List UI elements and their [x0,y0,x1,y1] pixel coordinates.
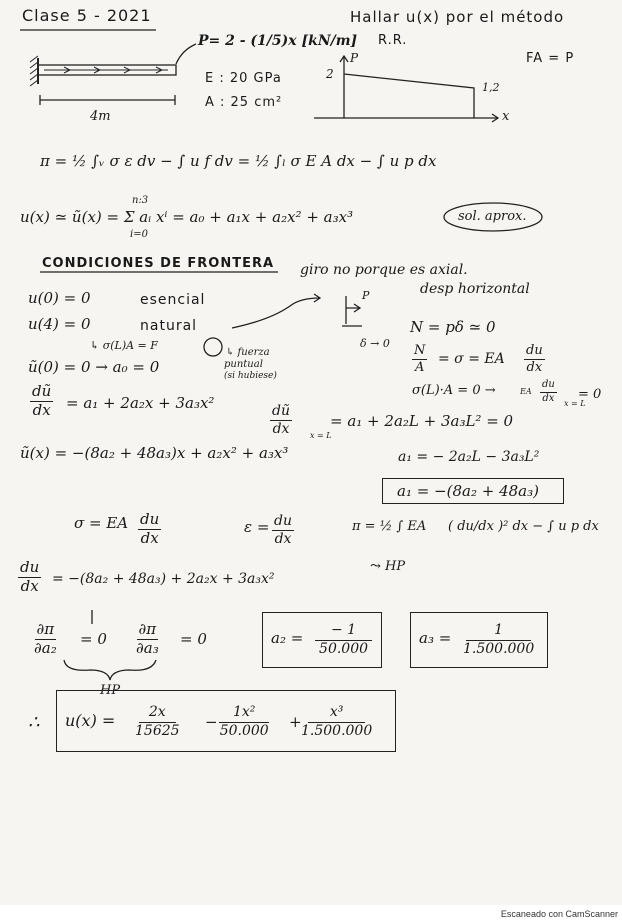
sigma-relation: σ = EA [74,514,129,532]
a2-box [262,612,382,668]
ut-x-equation: ũ(x) = −(8a₂ + 48a₃)x + a₂x² + a₃x³ [20,444,289,462]
graph-end-value: 1,2 [482,81,500,94]
dpi-da3: ∂π ∂a₃ [136,620,159,657]
eq-zero-a3: = 0 [180,630,207,648]
length-label: 4m [90,109,111,124]
sigma-l-condition: σ(L)·A = 0 → [412,383,496,398]
equals-zero-1: = 0 [578,387,602,402]
sum-upper-limit: n:3 [132,195,149,206]
pi-second-form-rest: ( du/dx )² dx − ∫ u p dx [448,519,599,534]
a3-value: 1 1.500.000 [463,622,535,657]
result-box [56,690,396,752]
distributed-load-arrows [44,67,168,73]
du-dx-expanded: = −(8a₂ + 48a₃) + 2a₂x + 3a₃x² [52,571,275,587]
support-sketch [346,296,360,324]
fa-note: FA = P [526,51,575,66]
sketch-load-label: P [362,289,370,302]
ea-small: EA [520,387,532,396]
fuerza-note-3: (si hubiese) [224,371,277,381]
sum-lower-limit: i=0 [130,229,148,240]
du-dx-fraction-4: du dx [20,558,40,595]
dut-dx-fraction: dũ dx [32,382,52,419]
result-op-2: + [289,713,302,731]
natural-arrow [232,298,320,328]
load-expression: P= 2 - (1/5)x [kN/m] [198,33,358,49]
rotation-note: giro no porque es axial. [300,262,468,278]
therefore-symbol: ∴ [28,712,40,733]
modulus-label: E : 20 GPa [205,71,282,86]
a1-expression: a₁ = − 2a₂L − 3a₃L² [398,449,540,465]
load-leader-line [176,44,196,64]
scanner-watermark: Escaneado con CamScanner [500,909,618,919]
bc-u4-type: natural [140,318,198,334]
a2-lhs: a₂ = [271,629,304,647]
force-circle [204,338,222,356]
boundary-heading: CONDICIONES DE FRONTERA [42,256,275,271]
problem-statement: Hallar u(x) por el método [350,8,565,26]
a2-value: − 1 50.000 [315,623,372,656]
n-over-a: N A [414,343,426,375]
pi-second-form: π = ½ ∫ EA [352,519,427,534]
result-term-2: 1x² 50.000 [219,704,269,739]
fuerza-note-2: puntual [224,359,263,370]
pi-equation: π = ½ ∫ᵥ σ ε dv − ∫ u f dv = ½ ∫ₗ σ E A dx − ∫ u p dx [40,152,437,170]
eval-at-L-2: x = L [310,431,332,440]
displacement-note: desp horizontal [420,281,530,297]
du-dx-fraction-2: du dx [140,510,160,547]
bc-ut0: ũ(0) = 0 → a₀ = 0 [28,358,160,376]
sol-aprox-label: sol. aprox. [458,209,527,224]
result-lhs: u(x) = [65,711,116,730]
wall-hatching [30,56,38,86]
du-dx-small: du dx [542,379,555,404]
a1-boxed: a₁ = −(8a₂ + 48a₃) [397,482,539,500]
du-dx-fraction-1: du dx [526,343,543,375]
du-dx-fraction-3: du dx [274,513,292,547]
stress-relation: = σ = EA [438,351,505,367]
bc-u0: u(0) = 0 [28,289,91,307]
method-label: R.R. [378,33,408,48]
load-distribution-line [344,74,474,118]
normal-force-eq: N = pδ ≃ 0 [410,318,496,336]
result-op-1: − [205,713,218,731]
graph-x-label: x [502,109,510,124]
u-approx-equation: u(x) ≃ ũ(x) = Σ aᵢ xⁱ = a₀ + a₁x + a₂x² + a₃x³ [20,208,354,226]
graph-start-value: 2 [326,67,334,81]
class-title: Clase 5 - 2021 [22,6,152,25]
brace [64,660,156,680]
graph-y-label: P [350,51,359,65]
dut-dx-at-L: = a₁ + 2a₂L + 3a₃L² = 0 [330,412,514,430]
hp-label: HP [100,683,121,698]
bc-u0-type: esencial [140,292,206,308]
epsilon-relation: ε = [244,518,270,536]
a3-lhs: a₃ = [419,629,452,647]
dut-dx-equation: = a₁ + 2a₂x + 3a₃x² [66,394,215,412]
a3-box [410,612,548,668]
fuerza-note-1: ↳ fuerza [226,347,270,358]
dpi-da2: ∂π ∂a₂ [34,620,57,657]
bc-u4-sub: ↳ σ(L)A = F [90,339,158,352]
sketch-delta: δ → 0 [360,337,390,350]
result-term-1: 2x 15625 [135,704,180,739]
dut-dx-fraction-2: dũ dx [272,403,290,437]
bc-u4: u(4) = 0 [28,315,91,333]
eq-zero-a2: = 0 [80,630,107,648]
a1-box [382,478,564,504]
hp-note: ⤳ HP [370,559,406,574]
area-label: A : 25 cm² [205,95,283,110]
eval-at-L: x = L [564,399,586,408]
result-term-3: x³ 1.500.000 [301,704,373,739]
